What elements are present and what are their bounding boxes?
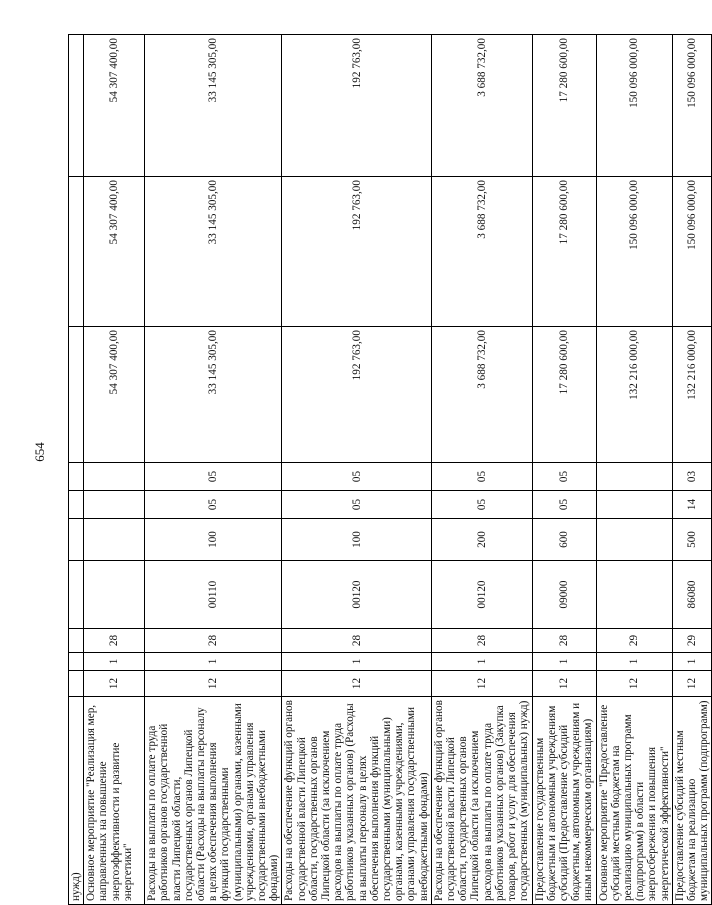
cell-v3: 54 307 400,00 bbox=[84, 35, 145, 177]
cell-v2: 17 280 600,00 bbox=[532, 177, 596, 327]
cell-c7 bbox=[84, 463, 145, 491]
cell-v1: 17 280 600,00 bbox=[532, 327, 596, 463]
budget-table bbox=[68, 34, 712, 905]
cell-c7: 05 bbox=[431, 463, 532, 491]
cell-c6 bbox=[596, 491, 672, 519]
cell-v1: 33 145 305,00 bbox=[145, 327, 282, 463]
cell-description: Предоставление субсидий местным бюджетам на реализацию муниципальных программ (подпрограмм) bbox=[672, 697, 712, 905]
cell-c7: 05 bbox=[282, 463, 431, 491]
cell-c7: 05 bbox=[532, 463, 596, 491]
cell-v3: 150 096 000,00 bbox=[596, 35, 672, 177]
cell-c1: 12 bbox=[84, 671, 145, 697]
cell-c3: 29 bbox=[596, 629, 672, 653]
cell-v2: 3 688 732,00 bbox=[431, 177, 532, 327]
cell-c2: 1 bbox=[672, 653, 712, 671]
cell-c1: 12 bbox=[672, 671, 712, 697]
cell-v2: 150 096 000,00 bbox=[596, 177, 672, 327]
cell-c1: 12 bbox=[596, 671, 672, 697]
cell-c1: 12 bbox=[532, 671, 596, 697]
cell-c5: 500 bbox=[672, 519, 712, 561]
page-number: 654 bbox=[32, 442, 47, 462]
table-row bbox=[596, 35, 672, 905]
cell-v1: 3 688 732,00 bbox=[431, 327, 532, 463]
cell-description: Расходы на обеспечение функций органов государственной власти Липецкой области, государственных органов Липецкой области (за исключением расходов на выплаты по оплате труда работников указанных органов) (Закупка товаров, работ и услуг для обеспечения государственных (муниципальных) нужд) bbox=[431, 697, 532, 905]
cell-v2: 192 763,00 bbox=[282, 177, 431, 327]
cell-c6: 05 bbox=[145, 491, 282, 519]
cell-description: Основное мероприятие "Реализация мер, направленных на повышение энергоэффективности и развитие энергетики" bbox=[84, 697, 145, 905]
cell-v2: 150 096 000,00 bbox=[672, 177, 712, 327]
cell-c7 bbox=[596, 463, 672, 491]
cell-c2: 1 bbox=[596, 653, 672, 671]
cell-description: Основное мероприятие "Предоставление субсидий местным бюджетам на реализацию муниципальных программ (подпрограмм) в области энергосбережения и повышения энергетической эффективности" bbox=[596, 697, 672, 905]
cell-description: Расходы на выплаты по оплате труда работников органов государственной власти Липецкой области, государственных органов Липецкой области (Расходы на выплаты персоналу в целях обеспечения выполнения функций государственными (муниципальными) органами, казенными учреждениями, органами управления государственными внебюджетными фондами) bbox=[145, 697, 282, 905]
cell-c1: 12 bbox=[431, 671, 532, 697]
cell-c5: 100 bbox=[145, 519, 282, 561]
cell-c3: 28 bbox=[84, 629, 145, 653]
header-row bbox=[69, 35, 84, 905]
cell-c4 bbox=[596, 561, 672, 629]
cell-c5: 600 bbox=[532, 519, 596, 561]
cell-c3: 28 bbox=[532, 629, 596, 653]
table-row bbox=[145, 35, 282, 905]
cell-c4: 00110 bbox=[145, 561, 282, 629]
cell-v2: 33 145 305,00 bbox=[145, 177, 282, 327]
cell-v3: 192 763,00 bbox=[282, 35, 431, 177]
cell-c4: 00120 bbox=[282, 561, 431, 629]
cell-c5: 200 bbox=[431, 519, 532, 561]
table-row bbox=[431, 35, 532, 905]
cell-c2: 1 bbox=[145, 653, 282, 671]
cell-c2: 1 bbox=[431, 653, 532, 671]
cell-c7: 05 bbox=[145, 463, 282, 491]
cell-v3: 17 280 600,00 bbox=[532, 35, 596, 177]
header-cell-description: нужд) bbox=[69, 697, 84, 905]
cell-c2: 1 bbox=[84, 653, 145, 671]
cell-c6: 05 bbox=[532, 491, 596, 519]
cell-v3: 3 688 732,00 bbox=[431, 35, 532, 177]
cell-c2: 1 bbox=[532, 653, 596, 671]
cell-c3: 28 bbox=[282, 629, 431, 653]
cell-c4: 86080 bbox=[672, 561, 712, 629]
cell-c4 bbox=[84, 561, 145, 629]
cell-c4: 00120 bbox=[431, 561, 532, 629]
table-row bbox=[532, 35, 596, 905]
cell-v2: 54 307 400,00 bbox=[84, 177, 145, 327]
cell-c5 bbox=[596, 519, 672, 561]
cell-c6: 14 bbox=[672, 491, 712, 519]
cell-v3: 150 096 000,00 bbox=[672, 35, 712, 177]
table-row bbox=[672, 35, 712, 905]
cell-description: Предоставление государственным бюджетным и автономным учреждениям субсидий (Предоставление субсидий бюджетным, автономным учреждениям и иным некоммерческим организациям) bbox=[532, 697, 596, 905]
rotated-table-container bbox=[68, 35, 711, 905]
cell-c4: 09000 bbox=[532, 561, 596, 629]
cell-c1: 12 bbox=[145, 671, 282, 697]
cell-c2: 1 bbox=[282, 653, 431, 671]
cell-c6: 05 bbox=[431, 491, 532, 519]
cell-c5 bbox=[84, 519, 145, 561]
cell-c6: 05 bbox=[282, 491, 431, 519]
table-row bbox=[282, 35, 431, 905]
cell-c6 bbox=[84, 491, 145, 519]
cell-v1: 54 307 400,00 bbox=[84, 327, 145, 463]
cell-c3: 28 bbox=[145, 629, 282, 653]
cell-v1: 132 216 000,00 bbox=[672, 327, 712, 463]
cell-c3: 29 bbox=[672, 629, 712, 653]
cell-c1: 12 bbox=[282, 671, 431, 697]
cell-c7: 03 bbox=[672, 463, 712, 491]
cell-c3: 28 bbox=[431, 629, 532, 653]
table-row bbox=[84, 35, 145, 905]
cell-v1: 192 763,00 bbox=[282, 327, 431, 463]
cell-c5: 100 bbox=[282, 519, 431, 561]
cell-v1: 132 216 000,00 bbox=[596, 327, 672, 463]
cell-description: Расходы на обеспечение функций органов государственной власти Липецкой области, государственных органов Липецкой области (за исключением расходов на выплаты по оплате труда работников указанных органов) (Расходы на выплаты персоналу в целях обеспечения выполнения функций государственными (муниципальными) органами, казенными учреждениями, органами управления государственными внебюджетными фондами) bbox=[282, 697, 431, 905]
cell-v3: 33 145 305,00 bbox=[145, 35, 282, 177]
